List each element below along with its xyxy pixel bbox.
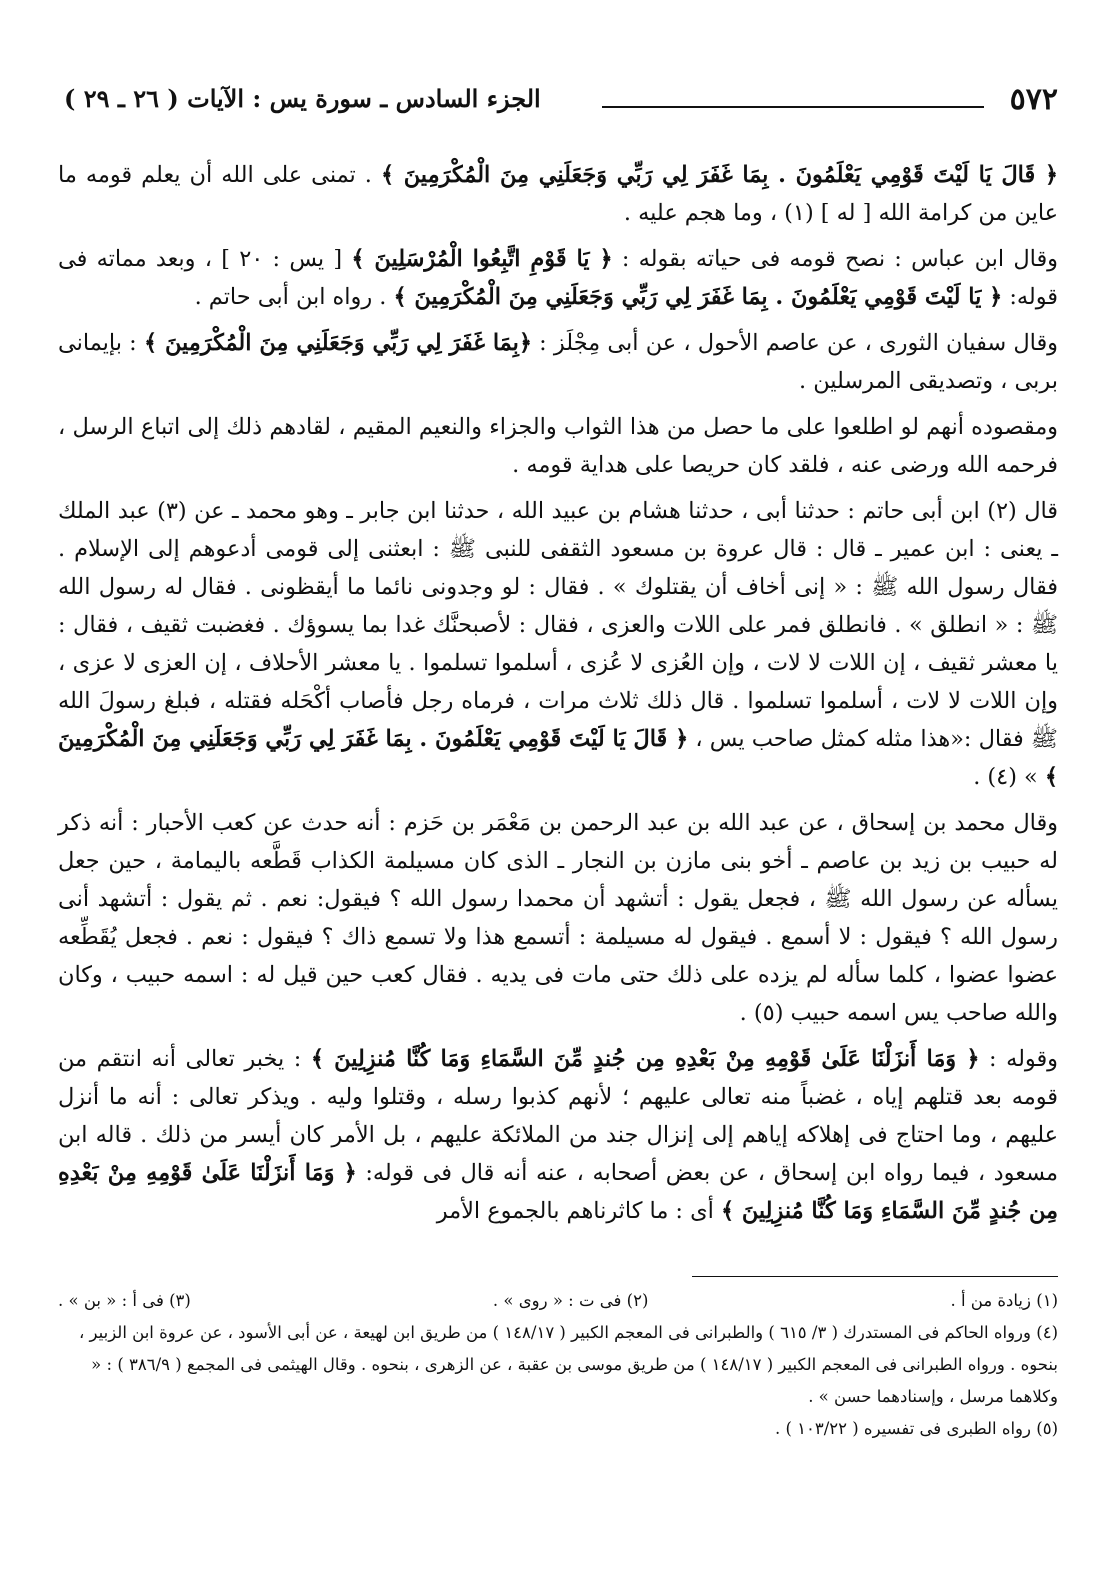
footnote-2: (٢) فى ت : « روى » . <box>492 1291 649 1310</box>
quran-verse: ﴿ قَالَ يَا لَيْتَ قَوْمِي يَعْلَمُونَ . بِمَا غَفَرَ لِي رَبِّي وَجَعَلَنِي مِنَ الْمُكْرَمِينَ ﴾ <box>58 726 1058 790</box>
footnote-1: (١) زيادة من أ . <box>950 1291 1058 1310</box>
footnote-5: (٥) رواه الطبرى فى تفسيره ( ١٠٣/٢٢ ) . <box>774 1419 1058 1438</box>
paragraph-text: : بإيمانى بربى ، وتصديقى المرسلين . <box>58 330 1058 394</box>
quran-verse: ﴿ وَمَا أَنزَلْنَا عَلَىٰ قَوْمِهِ مِنْ بَعْدِهِ مِن جُندٍ مِّنَ السَّمَاءِ وَمَا كُنَّا مُنزِلِينَ ﴾ <box>310 1046 980 1072</box>
paragraph-2 <box>58 240 1058 316</box>
paragraph-text: . رواه ابن أبى حاتم . <box>194 284 394 310</box>
quran-verse: ﴿ قَالَ يَا لَيْتَ قَوْمِي يَعْلَمُونَ . بِمَا غَفَرَ لِي رَبِّي وَجَعَلَنِي مِنَ الْمُكْرَمِينَ ﴾ <box>380 162 1058 188</box>
paragraph-text: أى : ما كاثرناهم بالجموع الأمر <box>436 1198 721 1224</box>
quran-verse: ﴿ يَا لَيْتَ قَوْمِي يَعْلَمُونَ . بِمَا غَفَرَ لِي رَبِّي وَجَعَلَنِي مِنَ الْمُكْرَمِينَ ﴾ <box>393 284 1003 310</box>
paragraph-text: وقال سفيان الثورى ، عن عاصم الأحول ، عن أبى مِجْلَز : <box>531 330 1058 356</box>
paragraph-text: وقوله : <box>979 1046 1058 1072</box>
running-title: الجزء السادس ـ سورة يس : الآيات ( ٢٦ ـ ٢٩ ) <box>64 84 541 113</box>
footnote-4: (٤) ورواه الحاكم فى المستدرك ( ٣/ ٦١٥ ) والطبرانى فى المعجم الكبير ( ١٤٨/١٧ ) من طريق ابن لهيعة ، عن أبى الأسود ، عن عروة ابن الزبير ، بنحوه . ورواه الطبرانى فى المعجم الكبير ( ١٤٨/١٧ ) من طريق موسى بن عقبة ، عن الزهرى ، بنحوه . وقال الهيثمى فى المجمع ( ٣٨٦/٩ ) : « وكلاهما مرسل ، وإسنادهما حسن » . <box>78 1323 1058 1406</box>
header-rule <box>602 106 984 108</box>
paragraph-3 <box>58 324 1058 400</box>
paragraph-text: قال (٢) ابن أبى حاتم : حدثنا أبى ، حدثنا هشام بن عبيد الله ، حدثنا ابن جابر ـ وهو محمد ـ عن (٣) عبد الملك ـ يعنى : ابن عمير ـ قال : قال عروة بن مسعود الثقفى للنبى ﷺ : ابعثنى إلى قومى أدعوهم إلى الإسلام . فقال رسول الله ﷺ : « إنى أخاف أن يقتلوك » . فقال : لو وجدونى نائما ما أيقظونى . فقال له رسول الله ﷺ : « انطلق » . فانطلق فمر على اللات والعزى ، فقال : لأصبحنَّك غدا بما يسوؤك . فغضبت ثقيف ، فقال : يا معشر ثقيف ، إن اللات لا لات ، وإن العُزى لا عُزى ، أسلموا تسلموا . يا معشر الأحلاف ، إن العزى لا عزى ، وإن اللات لا لات ، أسلموا تسلموا . قال ذلك ثلاث مرات ، فرماه رجل فأصاب أكْحَله فقتله ، فبلغ رسولَ الله ﷺ فقال :«هذا مثله كمثل صاحب يس ، <box>58 498 1058 752</box>
paragraph-7 <box>58 1040 1058 1230</box>
paragraph-4: ومقصوده أنهم لو اطلعوا على ما حصل من هذا الثواب والجزاء والنعيم المقيم ، لقادهم ذلك إلى اتباع الرسل ، فرحمه الله ورضى عنه ، فلقد كان حريصا على هداية قومه . <box>58 414 1058 478</box>
paragraph-text: . تمنى على الله أن يعلم قومه ما عاين من كرامة الله [ له ] (١) ، وما هجم عليه . <box>58 162 1058 226</box>
footnotes-row-1 <box>58 1285 1058 1317</box>
footnote-3: (٣) فى أ : « بن » . <box>58 1291 191 1310</box>
paragraph-text: وقال ابن عباس : نصح قومه فى حياته بقوله : <box>612 246 1058 272</box>
paragraph-5 <box>58 492 1058 796</box>
page-header <box>58 78 1058 122</box>
quran-verse: ﴿ وَمَا أَنزَلْنَا عَلَىٰ قَوْمِهِ مِنْ بَعْدِهِ مِن جُندٍ مِّنَ السَّمَاءِ وَمَا كُنَّا مُنزِلِينَ ﴾ <box>58 1160 1058 1224</box>
book-page <box>58 78 1058 1558</box>
paragraph-1 <box>58 156 1058 232</box>
quran-verse: ﴿ يَا قَوْمِ اتَّبِعُوا الْمُرْسَلِينَ ﴾ <box>351 246 613 272</box>
paragraph-text: » (٤) . <box>973 764 1045 790</box>
paragraph-text: : يخبر تعالى أنه انتقم من قومه بعد قتلهم إياه ، غضباً منه تعالى عليهم ؛ لأنهم كذبوا رسله ، وقتلوا وليه . ويذكر تعالى : أنه ما أنزل عليهم ، وما احتاج فى إهلاكه إياهم إلى إنزال جند من الملائكة عليهم ، بل الأمر كان أيسر من ذلك . قاله ابن مسعود ، فيما رواه ابن إسحاق ، عن بعض أصحابه ، عنه أنه قال فى قوله: <box>58 1046 1058 1186</box>
paragraph-6: وقال محمد بن إسحاق ، عن عبد الله بن عبد الرحمن بن مَعْمَر بن حَزم : أنه حدث عن كعب الأحبار : أنه ذكر له حبيب بن زيد بن عاصم ـ أخو بنى مازن بن النجار ـ الذى كان مسيلمة الكذاب قَطَّعه باليمامة ، حين جعل يسأله عن رسول الله ﷺ ، فجعل يقول : أتشهد أن محمدا رسول الله ؟ فيقول: نعم . ثم يقول : أتشهد أنى رسول الله ؟ فيقول : لا أسمع . فيقول له مسيلمة : أتسمع هذا ولا تسمع ذاك ؟ فيقول : نعم . فجعل يُقَطِّعه عضوا عضوا ، كلما سأله لم يزده على ذلك حتى مات فى يديه . فقال كعب حين قيل له : اسمه حبيب ، وكان والله صاحب يس اسمه حبيب (٥) . <box>58 810 1058 1026</box>
header-spacer <box>58 122 1058 156</box>
page-number: ٥٧٢ <box>1009 82 1058 117</box>
quran-verse: ﴿بِمَا غَفَرَ لِي رَبِّي وَجَعَلَنِي مِنَ الْمُكْرَمِينَ ﴾ <box>143 330 532 356</box>
paragraph-text: [ يس : ٢٠ ] ، وبعد مماته فى قوله: <box>58 246 1058 310</box>
footnote-rule <box>692 1276 1058 1277</box>
